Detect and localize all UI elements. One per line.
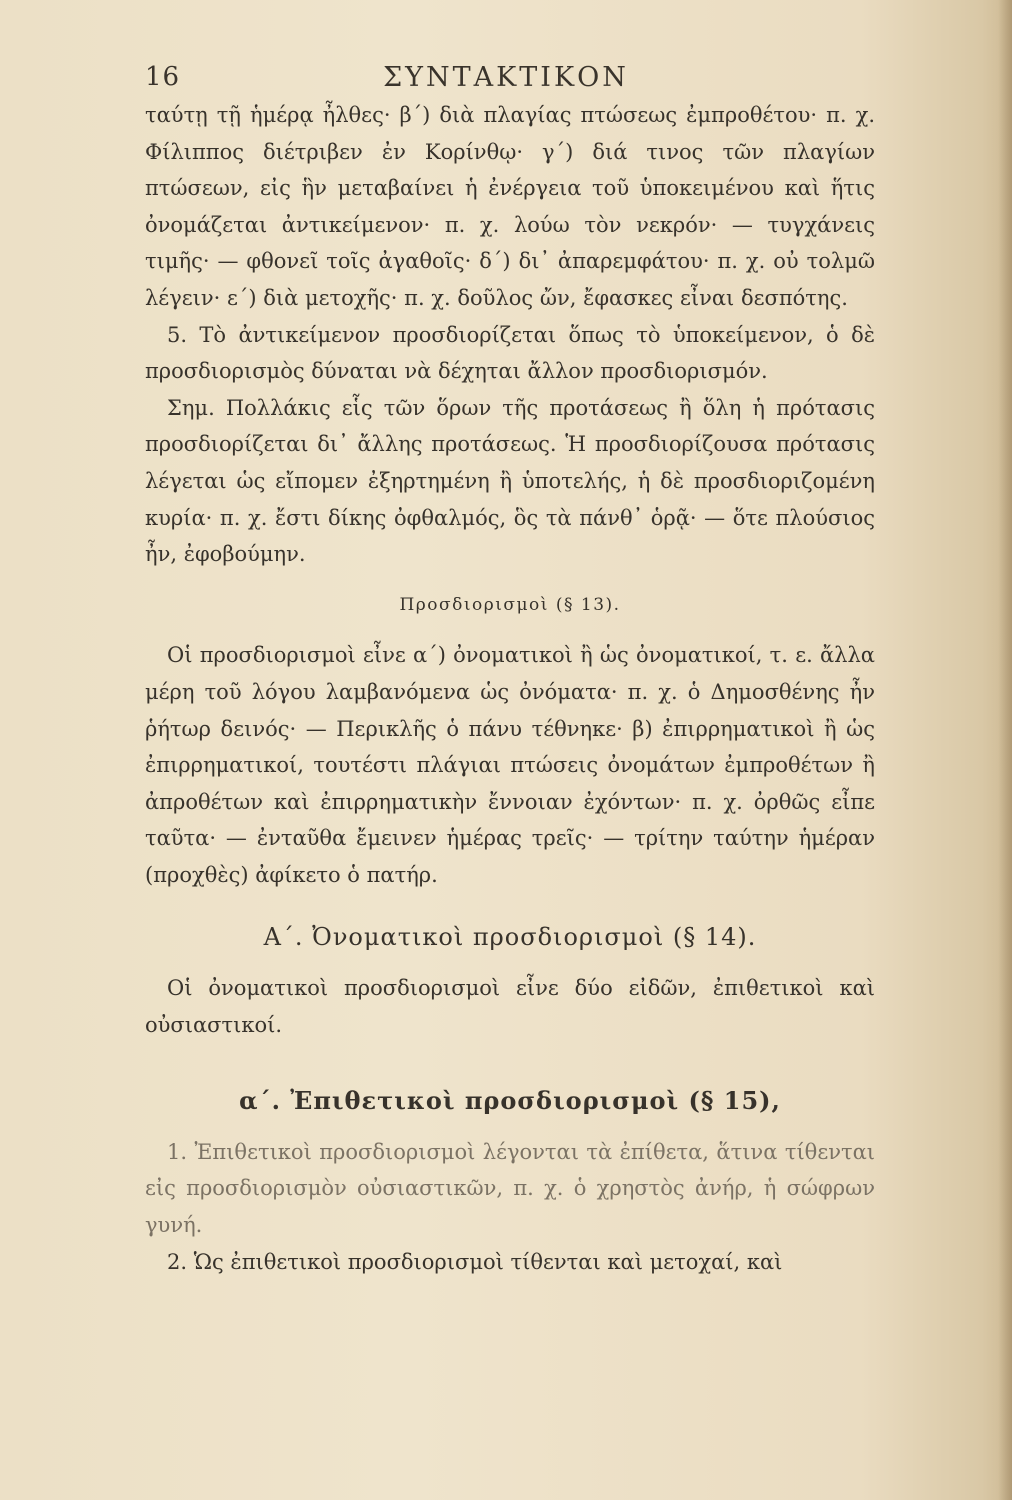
spacer [145, 893, 875, 919]
paragraph-note: Σημ. Πολλάκις εἷς τῶν ὅρων τῆς προτάσεως ἢ ὅλη ἡ πρότασις προσδιορίζεται δι᾽ ἄλλης προτάσεως. Ἡ προσδιορίζουσα πρότασις λέγεται ὡς εἴπομεν ἐξηρτημένη ἢ ὑποτελής, ἡ δὲ προσδιοριζομένη κυρία· π. χ. ἔστι δίκης ὀφθαλμός, ὃς τὰ πάνθ᾽ ὁρᾷ· — ὅτε πλούσιος ἦν, ἐφοβούμην. [145, 395, 875, 567]
paragraph-attributive-2: 2. Ὡς ἐπιθετικοὶ προσδιορισμοὶ τίθενται καὶ μετοχαί, καὶ [167, 1249, 783, 1274]
paragraph-continuation: ταύτῃ τῇ ἡμέρᾳ ἦλθες· β΄) διὰ πλαγίας πτώσεως ἐμπροθέτου· π. χ. Φίλιππος διέτριβεν ἐν Κορίνθῳ· γ΄) διά τινος τῶν πλαγίων πτώσεων, εἰς ἣν μεταβαίνει ἡ ἐνέργεια τοῦ ὑποκειμένου καὶ ἥτις ὀνομάζεται ἀντικείμενον· π. χ. λούω τὸν νεκρόν· — τυγχάνεις τιμῆς· — φθονεῖ τοῖς ἀγαθοῖς· δ΄) δι᾽ ἀπαρεμφάτου· π. χ. οὐ τολμῶ λέγειν· ε΄) διὰ μετοχῆς· π. χ. δοῦλος ὤν, ἔφασκες εἶναι δεσπότης. [145, 103, 875, 310]
section-heading-attributive: α΄. Ἐπιθετικοὶ προσδιορισμοὶ (§ 15), [239, 1086, 781, 1116]
section-heading-nominal: Α΄. Ὀνοματικοὶ προσδιορισμοὶ (§ 14). [263, 923, 757, 952]
page-edge-shadow [998, 0, 1012, 1500]
spacer [145, 573, 875, 587]
paragraph-nominal: Οἱ ὀνοματικοὶ προσδιορισμοὶ εἶνε δύο εἰδῶν, ἐπιθετικοὶ καὶ οὐσιαστικοί. [145, 976, 875, 1037]
spacer [145, 623, 875, 637]
paragraph-5: 5. Τὸ ἀντικείμενον προσδιορίζεται ὅπως τὸ ὑποκείμενον, ὁ δὲ προσδιορισμὸς δύναται νὰ δέχηται ἄλλον προσδιορισμόν. [145, 322, 875, 384]
section-heading-determiners: Προσδιορισμοὶ (§ 13). [399, 594, 621, 615]
spacer [145, 956, 875, 970]
paragraph-determiners: Οἱ προσδιορισμοὶ εἶνε α΄) ὀνοματικοὶ ἢ ὡς ὀνοματικοί, τ. ε. ἄλλα μέρη τοῦ λόγου λαμβανόμενα ὡς ὀνόματα· π. χ. ὁ Δημοσθένης ἦν ῥήτωρ δεινός· — Περικλῆς ὁ πάνυ τέθνηκε· β) ἐπιρρηματικοὶ ἢ ὡς ἐπιρρηματικοί, τουτέστι πλάγιαι πτώσεις ὀνομάτων ἐμπροθέτων ἢ ἀπροθέτων καὶ ἐπιρρηματικὴν ἔννοιαν ἐχόντων· π. χ. ὀρθῶς εἶπε ταῦτα· — ἐνταῦθα ἔμεινεν ἡμέρας τρεῖς· — τρίτην ταύτην ἡμέραν (προχθὲς) ἀφίκετο ὁ πατήρ. [145, 643, 875, 887]
page-number: 16 [145, 62, 181, 92]
body-text [145, 97, 875, 1280]
running-head: ΣΥΝΤΑΚΤΙΚΟΝ [383, 62, 629, 93]
paragraph-attributive-1: 1. Ἐπιθετικοὶ προσδιορισμοὶ λέγονται τὰ ἐπίθετα, ἅτινα τίθενται εἰς προσδιορισμὸν οὐσιαστικῶν, π. χ. ὁ χρηστὸς ἀνήρ, ἡ σώφρων γυνή. [145, 1139, 875, 1238]
spacer [145, 1120, 875, 1134]
spacer [145, 1043, 875, 1083]
